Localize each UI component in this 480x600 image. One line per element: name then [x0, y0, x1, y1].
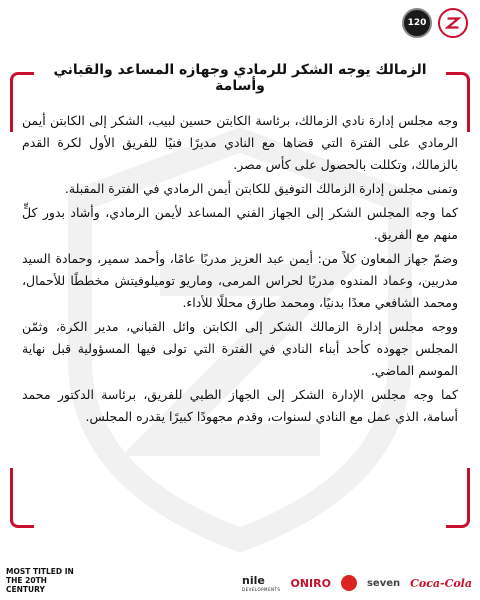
paragraph: وضمّ جهاز المعاون كلاً من: أيمن عبد العزيز مدربًا عامًا، وأحمد سمير، وحمادة السيد مدربين، وعماد المندوه مدربًا لحراس المرمى، وماريو توميلوفيتش مخططًا للأحمال، ومحمد الشافعي معدًا بدنيًا، ومحمد طارق محللًا للأداء.: [22, 251, 458, 310]
paragraph: كما وجه المجلس الشكر إلى الجهاز الفني المساعد لأيمن الرمادي، وأشاد بدور كلٍّ منهم مع الفريق.: [22, 205, 458, 242]
footer-tagline: MOST TITLED IN THE 20TH CENTURY: [6, 567, 74, 594]
sponsor-seven-logo: seven: [366, 577, 401, 589]
paragraph: ووجه مجلس إدارة الزمالك الشكر إلى الكابتن وائل القباني، مدير الكرة، وثمّن المجلس جهوده كأحد أبناء النادي في الفترة التي تولى فيها المسؤولية قبل نهاية الموسم الماضي.: [22, 319, 458, 378]
sponsor-cocacola-logo: Coca-Cola: [410, 576, 472, 590]
sponsor-badge-icon: [341, 575, 357, 591]
paragraph: وتمنى مجلس إدارة الزمالك التوفيق للكابتن أيمن الرمادي في الفترة المقبلة.: [64, 181, 458, 196]
sponsor-nile-logo: [242, 574, 280, 592]
header-logos: [402, 8, 468, 38]
paragraph: وجه مجلس إدارة نادي الزمالك، برئاسة الكابتن حسين لبيب، الشكر إلى الكابتن أيمن الرمادي على الفترة التي قضاها مع النادي مديرًا فنيًا للفريق الأول لكرة القدم بالزمالك، وتكللت بالحصول على كأس مصر.: [22, 113, 458, 172]
sponsor-oniro-logo: ONIRO: [290, 576, 331, 590]
anniversary-120-logo: [402, 8, 432, 38]
anniversary-120-text: 120: [407, 18, 427, 28]
paragraph: كما وجه مجلس الإدارة الشكر إلى الجهاز الطبي للفريق، برئاسة الدكتور محمد أسامة، الذي عمل مع النادي لسنوات، وقدم مجهودًا كبيرًا يقدره المجلس.: [22, 387, 458, 424]
article-body: [22, 110, 458, 550]
sponsor-strip: [242, 574, 472, 592]
zamalek-crest-icon: [438, 8, 468, 38]
sponsor-nile-text: nile: [241, 574, 265, 587]
page-title: الزمالك يوجه الشكر للرمادي وجهازه المساعد والقباني وأسامة: [53, 62, 427, 94]
sponsor-nile-subtext: DEVELOPMENTS: [241, 587, 281, 592]
